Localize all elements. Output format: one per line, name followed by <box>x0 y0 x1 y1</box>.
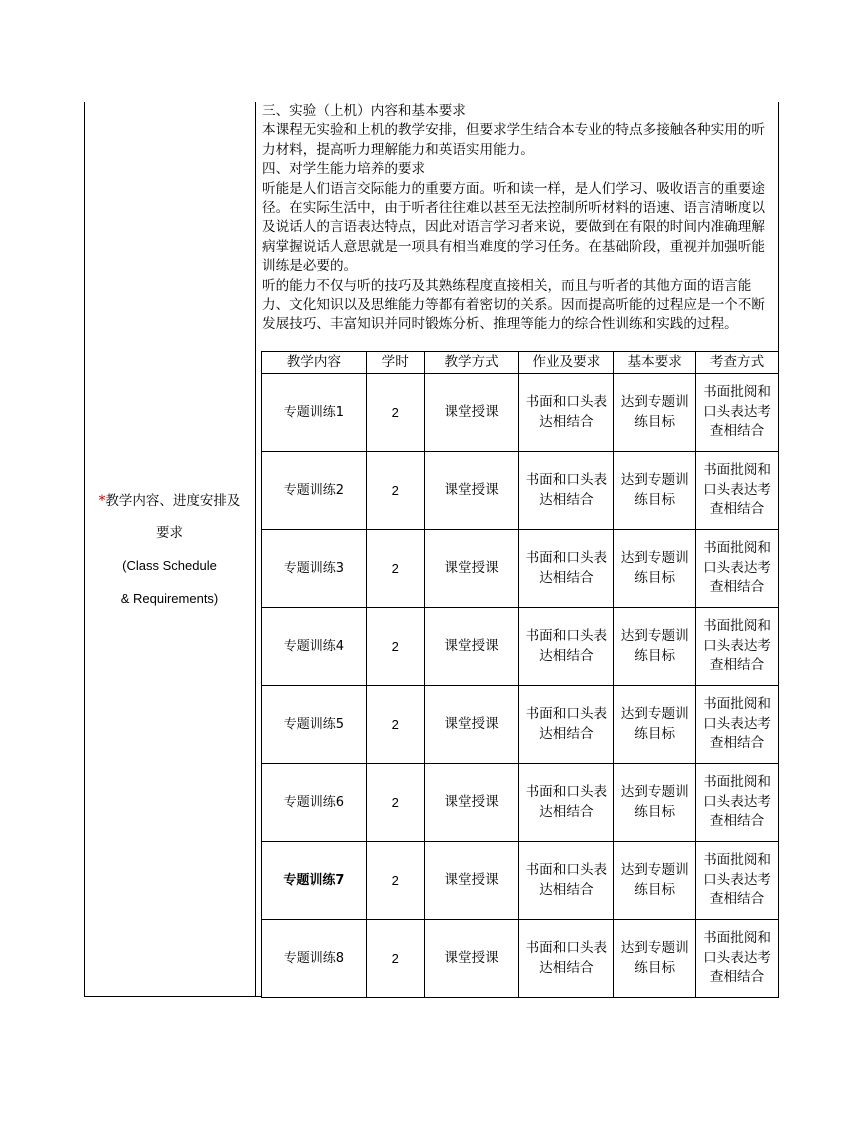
cell-homework: 书面和口头表达相结合 <box>519 764 614 842</box>
cell-requirement: 达到专题训练目标 <box>614 452 696 530</box>
cell-hours: 2 <box>366 374 424 452</box>
cell-requirement: 达到专题训练目标 <box>614 920 696 998</box>
table-row <box>262 530 779 608</box>
cell-requirement: 达到专题训练目标 <box>614 608 696 686</box>
schedule-header-row <box>262 352 779 374</box>
cell-homework: 书面和口头表达相结合 <box>519 608 614 686</box>
cell-homework: 书面和口头表达相结合 <box>519 920 614 998</box>
cell-content: 专题训练8 <box>262 920 367 998</box>
cell-content: 专题训练1 <box>262 374 367 452</box>
cell-method: 课堂授课 <box>424 374 519 452</box>
cell-method: 课堂授课 <box>424 842 519 920</box>
ability-paragraph-2: 听的能力不仅与听的技巧及其熟练程度直接相关，而且与听者的其他方面的语言能力、文化知识以及思维能力等都有着密切的关系。因而提高听能的过程应是一个不断发展技巧、丰富知识并同时锻炼分析、推理等能力的综合性训练和实践的过程。 <box>262 277 765 333</box>
section-label-zh-line1: 教学内容、进度安排及 <box>105 492 241 509</box>
cell-homework: 书面和口头表达相结合 <box>519 530 614 608</box>
section-label-zh-line2: 要求 <box>156 524 183 541</box>
header-requirement: 基本要求 <box>614 352 696 374</box>
cell-assessment: 书面批阅和口头表达考查相结合 <box>696 920 779 998</box>
cell-content: 专题训练6 <box>262 764 367 842</box>
cell-homework: 书面和口头表达相结合 <box>519 686 614 764</box>
cell-content: 专题训练3 <box>262 530 367 608</box>
section-label-en-line2: & Requirements) <box>120 590 219 606</box>
cell-content: 专题训练7 <box>262 842 367 920</box>
requirements-text <box>262 102 774 335</box>
cell-method: 课堂授课 <box>424 530 519 608</box>
cell-content: 专题训练2 <box>262 452 367 530</box>
cell-method: 课堂授课 <box>424 452 519 530</box>
cell-hours: 2 <box>366 452 424 530</box>
table-row <box>262 608 779 686</box>
cell-assessment: 书面批阅和口头表达考查相结合 <box>696 842 779 920</box>
cell-requirement: 达到专题训练目标 <box>614 842 696 920</box>
lab-body: 本课程无实验和上机的教学安排，但要求学生结合本专业的特点多接触各种实用的听力材料，提高听力理解能力和英语实用能力。 <box>262 122 765 158</box>
section-label-cell <box>84 102 255 997</box>
cell-requirement: 达到专题训练目标 <box>614 764 696 842</box>
lab-heading: 三、实验（上机）内容和基本要求 <box>262 103 466 119</box>
cell-homework: 书面和口头表达相结合 <box>519 842 614 920</box>
cell-content: 专题训练4 <box>262 608 367 686</box>
section-label-en-line1: (Class Schedule <box>122 557 217 573</box>
header-content: 教学内容 <box>262 352 367 374</box>
header-method: 教学方式 <box>424 352 519 374</box>
cell-hours: 2 <box>366 608 424 686</box>
syllabus-table <box>84 102 779 997</box>
cell-hours: 2 <box>366 842 424 920</box>
cell-homework: 书面和口头表达相结合 <box>519 452 614 530</box>
cell-method: 课堂授课 <box>424 608 519 686</box>
section-label-zh <box>99 485 241 517</box>
frame-right-line <box>778 102 779 351</box>
frame-divider-line <box>255 102 256 997</box>
cell-method: 课堂授课 <box>424 764 519 842</box>
table-row <box>262 764 779 842</box>
cell-assessment: 书面批阅和口头表达考查相结合 <box>696 452 779 530</box>
cell-hours: 2 <box>366 920 424 998</box>
cell-assessment: 书面批阅和口头表达考查相结合 <box>696 686 779 764</box>
cell-assessment: 书面批阅和口头表达考查相结合 <box>696 530 779 608</box>
cell-assessment: 书面批阅和口头表达考查相结合 <box>696 374 779 452</box>
header-assessment: 考查方式 <box>696 352 779 374</box>
cell-assessment: 书面批阅和口头表达考查相结合 <box>696 764 779 842</box>
table-row <box>262 374 779 452</box>
cell-method: 课堂授课 <box>424 686 519 764</box>
cell-requirement: 达到专题训练目标 <box>614 686 696 764</box>
cell-hours: 2 <box>366 686 424 764</box>
cell-requirement: 达到专题训练目标 <box>614 530 696 608</box>
required-star: * <box>98 492 106 509</box>
cell-method: 课堂授课 <box>424 920 519 998</box>
cell-content: 专题训练5 <box>262 686 367 764</box>
table-row <box>262 686 779 764</box>
cell-hours: 2 <box>366 530 424 608</box>
header-homework: 作业及要求 <box>519 352 614 374</box>
cell-homework: 书面和口头表达相结合 <box>519 374 614 452</box>
cell-assessment: 书面批阅和口头表达考查相结合 <box>696 608 779 686</box>
table-row <box>262 842 779 920</box>
schedule-table <box>261 351 779 998</box>
cell-requirement: 达到专题训练目标 <box>614 374 696 452</box>
header-hours: 学时 <box>366 352 424 374</box>
ability-paragraph-1: 听能是人们语言交际能力的重要方面。听和读一样，是人们学习、吸收语言的重要途径。在实际生活中，由于听者往往难以甚至无法控制所听材料的语速、语言清晰度以及说话人的言语表达特点，因此对语言学习者来说，要做到在有限的时间内准确理解病掌握说话人意思就是一项具有相当难度的学习任务。在基础阶段，重视并加强听能训练是必要的。 <box>262 180 765 275</box>
ability-heading: 四、对学生能力培养的要求 <box>262 161 426 178</box>
table-row <box>262 920 779 998</box>
cell-hours: 2 <box>366 764 424 842</box>
table-row <box>262 452 779 530</box>
